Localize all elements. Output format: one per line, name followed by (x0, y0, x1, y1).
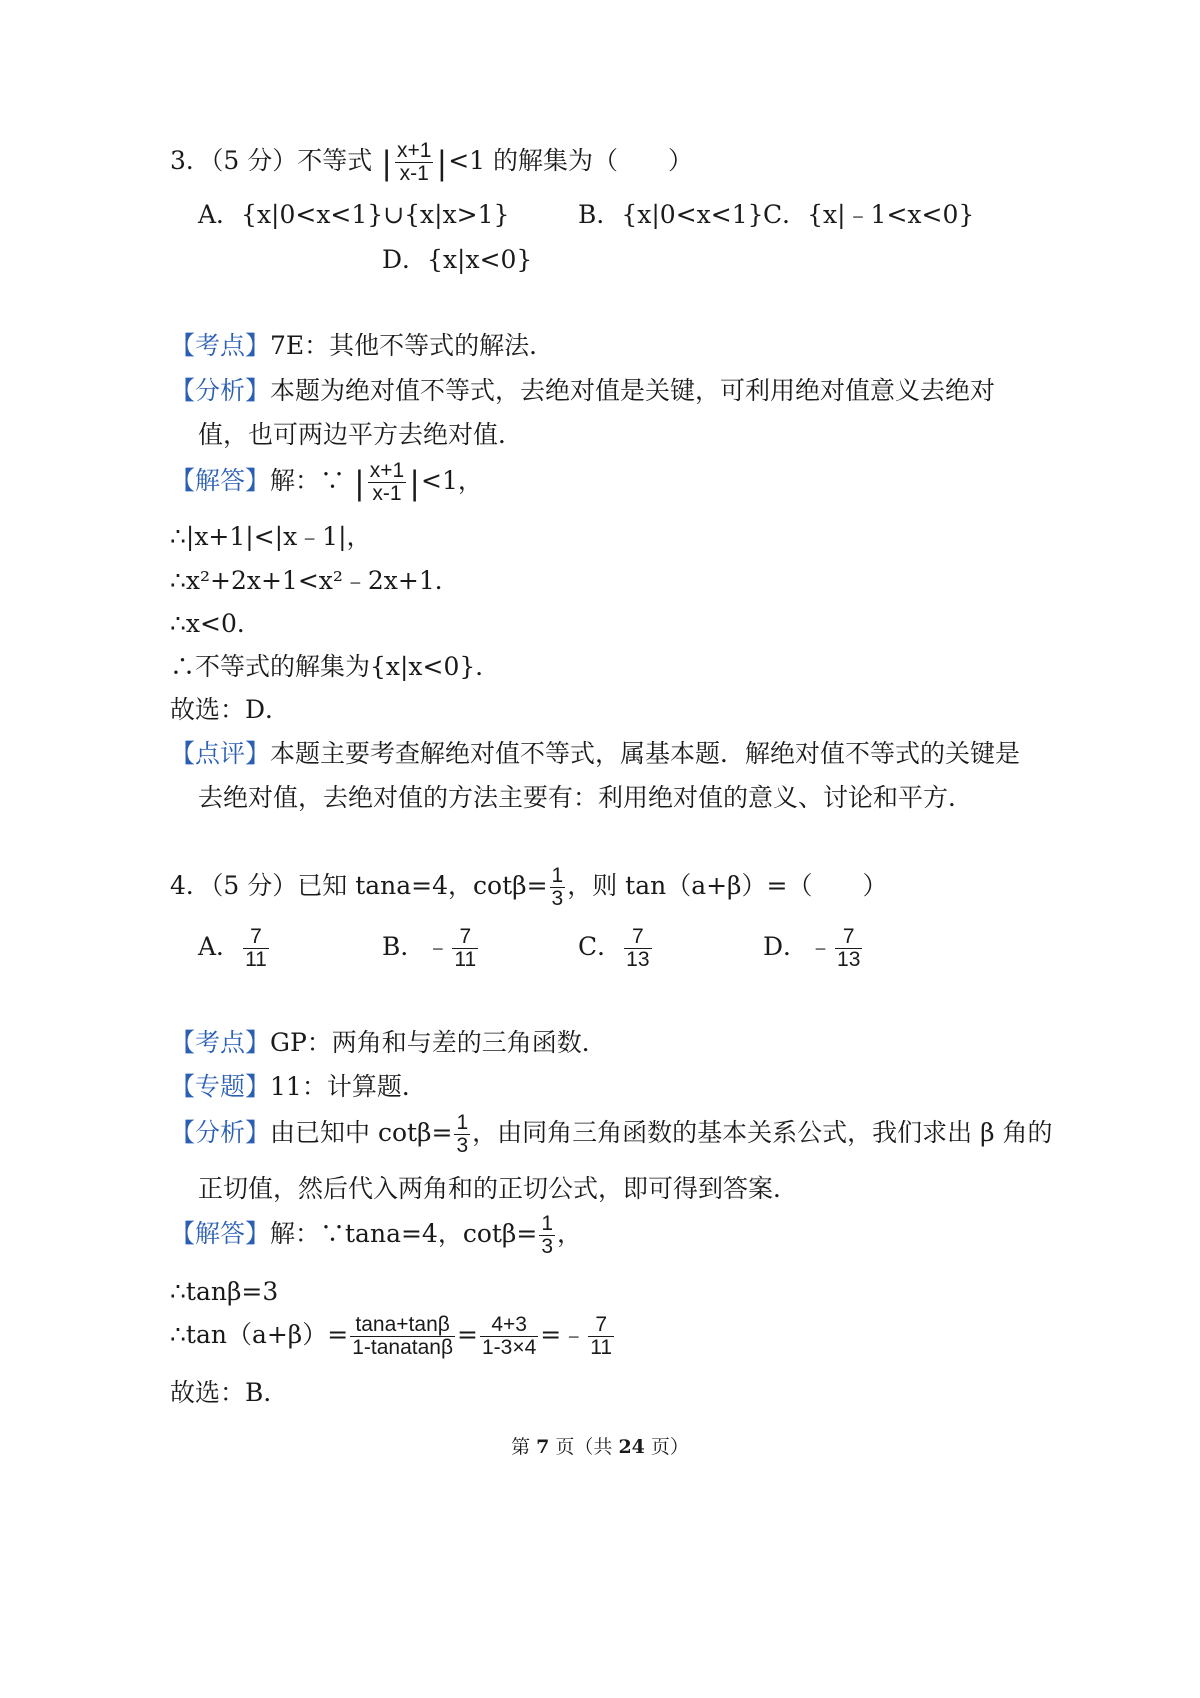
q3-option-c: C．{x|﹣1<x<0} (763, 200, 975, 229)
q3-option-a: A．{x|0<x<1}∪{x|x>1} (198, 200, 510, 229)
frac-den: 3 (541, 1235, 554, 1259)
zhuanti-tag: 【专题】 (170, 1072, 271, 1101)
q3-stem-suffix: <1 的解集为（ ） (448, 146, 694, 176)
frac-num: 7 (243, 926, 269, 949)
q3-dianping-line2: 去绝对值，去绝对值的方法主要有：利用绝对值的意义、讨论和平方． (198, 783, 974, 812)
equals-sign: =﹣ (540, 1320, 587, 1350)
q3-option-d: D．{x|x<0} (382, 245, 533, 274)
q4-step2 (170, 1314, 616, 1359)
jieda-prefix: 解：∵tana=4，cotβ= (270, 1219, 538, 1249)
abs-bar-left: | (353, 463, 365, 502)
q3-fenxi (170, 376, 995, 406)
q3-jieda (170, 460, 483, 505)
frac-num: 1 (456, 1111, 469, 1134)
footer-text: 页） (644, 1436, 689, 1458)
frac-num: 7 (588, 1314, 614, 1337)
q3-step3: ∴x<0． (170, 609, 262, 638)
q4-stem-suffix: ，则 tan（a+β）=（ ） (567, 871, 888, 901)
q3-stem (170, 140, 693, 185)
formula-fraction-2 (480, 1314, 538, 1359)
equals-sign: = (457, 1320, 478, 1350)
q4-cot-fraction (550, 865, 566, 910)
q3-fraction (395, 140, 433, 185)
frac-num: x+1 (369, 459, 405, 482)
option-label: C． (578, 932, 623, 962)
fenxi-prefix: 由已知中 cotβ= (270, 1118, 453, 1148)
frac-num: tana+tanβ (350, 1314, 455, 1337)
q4-fenxi (170, 1112, 1053, 1157)
q4-kaodian (170, 1028, 607, 1058)
q4-zhuanti (170, 1072, 427, 1102)
q4-option-c (578, 926, 654, 971)
footer-text: 第 (511, 1436, 537, 1458)
frac-num: 4+3 (480, 1314, 538, 1337)
abs-bar-left: | (381, 143, 392, 182)
dianping-line1: 本题主要考查解绝对值不等式，属基本题．解绝对值不等式的关键是 (270, 739, 1021, 768)
total-pages: 24 (618, 1436, 645, 1458)
q3-option-b: B．{x|0<x<1} (578, 200, 764, 229)
fenxi-fraction (454, 1112, 470, 1157)
q4-option-a (198, 926, 271, 971)
q3-dianping (170, 739, 1020, 769)
formula-fraction-3 (588, 1314, 614, 1359)
q4-stem-text: 4．（5 分）已知 tana=4，cotβ= (170, 871, 548, 901)
footer-text: 页（共 (549, 1436, 619, 1458)
frac-den: x-1 (372, 482, 402, 506)
q3-kaodian (170, 331, 554, 361)
jieda-suffix: ， (557, 1219, 583, 1249)
q4-stem (170, 865, 887, 910)
frac-den: 13 (837, 948, 861, 972)
q3-jieda-fraction (368, 460, 406, 505)
option-label: A． (198, 932, 242, 962)
option-fraction (835, 926, 862, 971)
zhuanti-text: 11：计算题． (270, 1072, 427, 1101)
jieda-suffix: <1， (421, 466, 483, 496)
q4-fenxi-line2: 正切值，然后代入两角和的正切公式，即可得到答案． (198, 1174, 799, 1203)
option-fraction (624, 926, 651, 971)
q4-option-d (763, 926, 864, 971)
frac-num: 7 (624, 926, 651, 949)
frac-num: 1 (541, 1212, 554, 1235)
fenxi-tag: 【分析】 (170, 1118, 271, 1148)
q3-frac-den: x-1 (399, 162, 429, 186)
formula-fraction-1 (350, 1314, 455, 1359)
abs-bar-right: | (409, 463, 420, 502)
q4-step1: ∴tanβ=3 (170, 1277, 279, 1306)
jieda-tag: 【解答】 (170, 1219, 271, 1249)
q3-frac-num: x+1 (397, 139, 432, 162)
frac-den: 11 (245, 948, 267, 972)
kaodian-text: 7E：其他不等式的解法． (270, 331, 555, 360)
page-footer (0, 1436, 1200, 1459)
q3-choose: 故选：D． (170, 695, 291, 724)
frac-den: 1-tanatanβ (352, 1336, 454, 1360)
q3-step4: ∴不等式的解集为{x|x<0}． (170, 652, 501, 681)
fenxi-tag: 【分析】 (170, 376, 271, 405)
jieda-tag: 【解答】 (170, 466, 271, 496)
q3-stem-text: 3．（5 分）不等式 (170, 146, 373, 176)
fenxi-suffix: ，由同角三角函数的基本关系公式，我们求出 β 角的 (472, 1118, 1053, 1148)
jieda-prefix: 解：∵ (270, 466, 346, 496)
option-label: B．﹣ (382, 932, 451, 962)
q4-choose: 故选：B． (170, 1378, 289, 1407)
frac-den: 13 (626, 948, 650, 972)
kaodian-tag: 【考点】 (170, 1028, 271, 1057)
frac-num: 7 (452, 926, 478, 949)
q4-jieda (170, 1213, 582, 1258)
option-label: D．﹣ (763, 932, 834, 962)
frac-den: 3 (551, 887, 564, 911)
option-fraction (243, 926, 269, 971)
frac-den: 3 (456, 1134, 469, 1158)
abs-bar-right: | (436, 143, 448, 182)
q3-fenxi-line2: 值，也可两边平方去绝对值． (198, 420, 524, 449)
dianping-tag: 【点评】 (170, 739, 271, 768)
fenxi-line1: 本题为绝对值不等式，去绝对值是关键，可利用绝对值意义去绝对 (270, 376, 996, 405)
q3-step1: ∴|x+1|<|x﹣1|， (170, 522, 372, 551)
q3-step2: ∴x²+2x+1<x²﹣2x+1． (170, 566, 460, 595)
q4-option-b (382, 926, 480, 971)
jieda-fraction (539, 1213, 555, 1258)
frac-den: 11 (590, 1336, 613, 1360)
kaodian-tag: 【考点】 (170, 331, 271, 360)
page-number: 7 (536, 1436, 550, 1458)
frac-num: 1 (551, 864, 564, 887)
option-fraction (452, 926, 478, 971)
kaodian-text: GP：两角和与差的三角函数． (270, 1028, 607, 1057)
frac-den: 1-3×4 (482, 1336, 537, 1360)
frac-den: 11 (454, 948, 477, 972)
frac-num: 7 (835, 926, 862, 949)
step2-prefix: ∴tan（a+β）= (170, 1320, 349, 1350)
